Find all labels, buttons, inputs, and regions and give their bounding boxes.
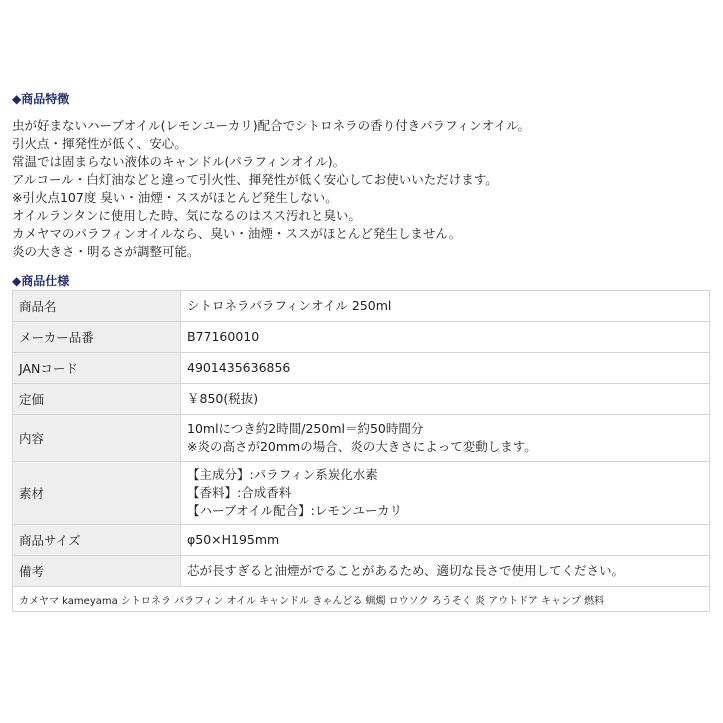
feature-line: 虫が好まないハーブオイル(レモンユーカリ)配合でシトロネラの香り付きパラフィンオイル。 [12,118,531,133]
spec-value-line: 【主成分】:パラフィン系炭化水素 [187,467,378,482]
spec-label-material: 素材 [13,462,180,524]
spec-value-line: 芯が長すぎると油煙がでることがあるため、適切な長さで使用してください。 [187,563,625,578]
spec-label-jan-code: JANコード [13,353,180,383]
feature-line: アルコール・白灯油などと違って引火性、揮発性が低く安心してお使いいただけます。 [12,172,498,187]
feature-line: 引火点・揮発性が低く、安心。 [12,136,187,151]
feature-line: 常温では固まらない液体のキャンドル(パラフィンオイル)。 [12,154,346,169]
spec-label-contents: 内容 [13,415,180,461]
spec-value-notes [181,556,709,586]
spec-value-line: ※炎の高さが20mmの場合、炎の大きさによって変動します。 [187,439,537,454]
spec-value-line: 【香料】:合成香料 [187,485,292,500]
spec-value-line: シトロネラパラフィンオイル 250ml [187,298,392,313]
feature-line: カメヤマのパラフィンオイルなら、臭い・油煙・ススがほとんど発生しません。 [12,226,462,241]
spec-value-size [181,525,709,555]
table-row [13,587,709,611]
spec-value-material [181,462,709,524]
table-row [13,415,709,461]
table-row [13,322,709,352]
spec-value-contents [181,415,709,461]
spec-value-product-name [181,291,709,321]
feature-line: ※引火点107度 臭い・油煙・ススがほとんど発生しない。 [12,190,338,205]
table-row [13,291,709,321]
features-list [12,117,712,261]
spec-value-line: 10mlにつき約2時間/250ml＝約50時間分 [187,421,424,436]
keywords-row: カメヤマ kameyama シトロネラ パラフィン オイル キャンドル きゃんどる 蝋燭 ロウソク ろうそく 炎 アウトドア キャンプ 燃料 [13,587,709,611]
feature-line: 炎の大きさ・明るさが調整可能。 [12,244,200,259]
specs-heading: ◆商品仕様 [12,274,70,288]
spec-label-price: 定価 [13,384,180,414]
specs-table [12,290,710,612]
spec-value-line: φ50×H195mm [187,532,280,547]
spec-value-line: 【ハーブオイル配合】:レモンユーカリ [187,503,403,518]
table-row [13,525,709,555]
table-row [13,556,709,586]
spec-label-notes: 備考 [13,556,180,586]
spec-value-line: B77160010 [187,329,260,344]
spec-value-maker-code [181,322,709,352]
spec-value-line: ￥850(税抜) [187,391,259,406]
table-row [13,384,709,414]
spec-label-size: 商品サイズ [13,525,180,555]
spec-value-jan-code [181,353,709,383]
spec-value-line: 4901435636856 [187,360,291,375]
spec-label-product-name: 商品名 [13,291,180,321]
features-heading: ◆商品特徴 [12,92,70,106]
table-row [13,353,709,383]
spec-value-price [181,384,709,414]
feature-line: オイルランタンに使用した時、気になるのはスス汚れと臭い。 [12,208,361,223]
spec-label-maker-code: メーカー品番 [13,322,180,352]
table-row [13,462,709,524]
